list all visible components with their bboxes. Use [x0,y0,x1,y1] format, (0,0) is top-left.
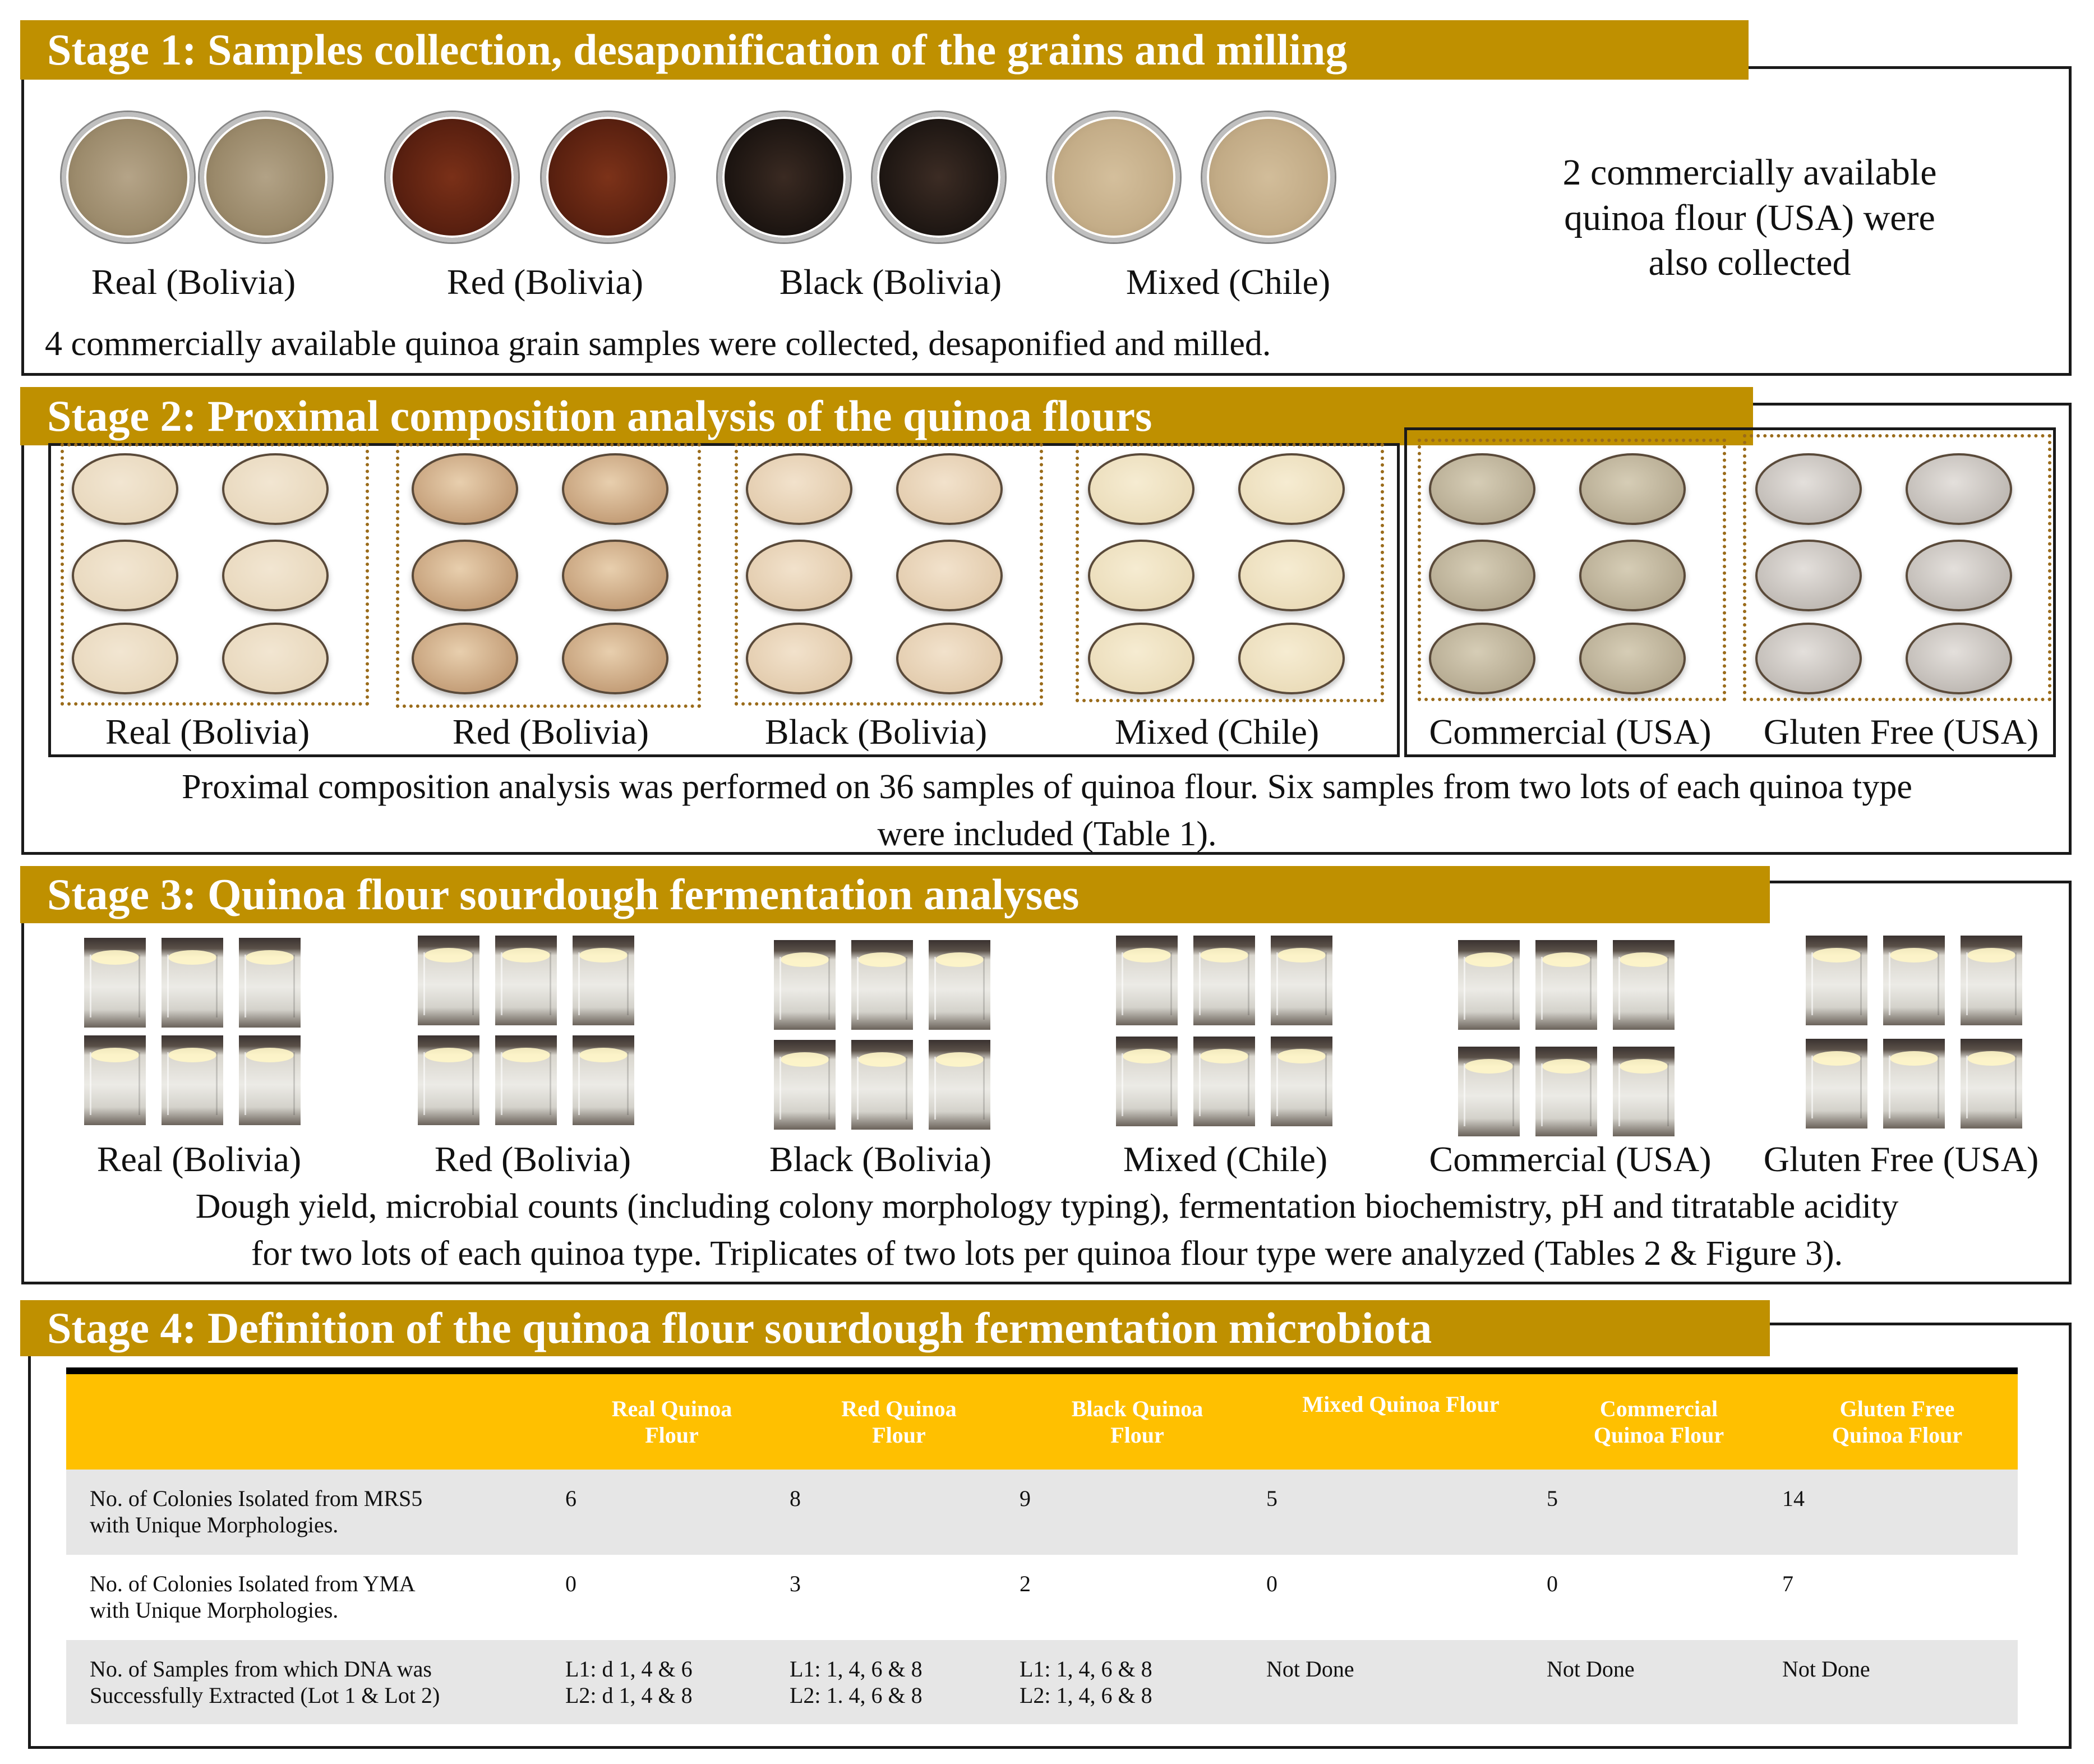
sourdough-jar [418,936,479,1025]
flour-plate [412,540,518,611]
table-cell [1014,1470,1261,1555]
table-cell [1261,1470,1541,1555]
flour-plate [1579,623,1686,694]
header-red-line-1: Red Quinoa [841,1396,957,1421]
stage1-label-red: Red (Bolivia) [446,262,644,302]
flour-plate [1579,540,1686,611]
table-cell [1541,1470,1777,1555]
stage3-label-commercial: Commercial (USA) [1429,1139,1712,1179]
grain-dish-black-1 [718,112,850,242]
flour-plate [72,453,178,525]
header-commercial-line-2: Quinoa Flour [1593,1422,1724,1448]
flour-plate [562,540,668,611]
flour-plate [412,623,518,694]
flour-plate [896,453,1003,525]
table-cell [1777,1555,2018,1640]
table-header-mixed [1261,1374,1541,1470]
stage3-label-mixed: Mixed (Chile) [1123,1139,1328,1179]
header-real-line-2: Flour [645,1422,699,1448]
side-note-line-2: quinoa flour (USA) were [1564,197,1935,238]
flour-plate [72,623,178,694]
cell-value: 6 [565,1486,576,1511]
sourdough-jar [1458,940,1520,1030]
table-header-red [784,1374,1014,1470]
header-commercial-line-1: Commercial [1599,1396,1718,1421]
cell-value: Not Done [1782,1656,1870,1682]
sourdough-jar [1458,1047,1520,1136]
side-note-line-1: 2 commercially available [1562,152,1937,193]
cell-value: 5 [1547,1486,1558,1511]
table-row [66,1470,2018,1555]
table-row-label [66,1555,560,1640]
sourdough-jar [239,938,301,1028]
flour-plate [1429,623,1535,694]
header-red-line-2: Flour [872,1422,926,1448]
grain-dish-mixed-2 [1202,112,1335,242]
sourdough-jar [418,1035,479,1125]
sourdough-jar [495,936,557,1025]
table-header-blank [66,1374,560,1470]
table-header-commercial [1541,1374,1777,1470]
sourdough-jar [84,1035,146,1125]
sourdough-jar [239,1035,301,1125]
cell-value: 0 [565,1571,576,1596]
cell-value: 0 [1266,1571,1277,1596]
flour-plate [1755,453,1862,525]
flour-plate [1755,540,1862,611]
cell-value: Not Done [1547,1656,1635,1682]
sourdough-jar [1535,940,1597,1030]
flour-plate [1755,623,1862,694]
sourdough-jar [1116,1037,1178,1126]
stage3-label-real: Real (Bolivia) [96,1139,302,1179]
header-black-line-1: Black Quinoa [1071,1396,1203,1421]
table-cell [784,1640,1014,1724]
flour-plate [746,623,852,694]
cell-value: L1: d 1, 4 & 6 [565,1656,693,1682]
cell-value: L1: 1, 4, 6 & 8 [1020,1656,1152,1682]
cell-value: L2: d 1, 4 & 8 [565,1683,693,1708]
stage3-caption-line-2: for two lots of each quinoa type. Triplicates of two lots per quinoa flour type were analyzed (Tables 2 & Figure 3). [251,1234,1843,1273]
flour-plate [896,623,1003,694]
flour-plate [222,540,329,611]
flour-plate [1238,540,1345,611]
row2-label-line-2: with Unique Morphologies. [90,1597,339,1623]
sourdough-jar [1271,936,1332,1025]
sourdough-jar [1883,936,1945,1025]
stage2-caption-line-2: were included (Table 1). [877,814,1217,853]
stage2-title: Stage 2: Proximal composition analysis of the quinoa flours [20,387,1753,445]
flour-plate [1238,453,1345,525]
sourdough-jar [1193,1037,1255,1126]
grain-dish-black-2 [873,112,1005,242]
table-cell [1014,1555,1261,1640]
table-cell [1777,1640,2018,1724]
sourdough-jar [1806,1039,1867,1129]
row1-label-line-1: No. of Colonies Isolated from MRS5 [90,1486,423,1511]
sourdough-jar [1806,936,1867,1025]
table-row-label [66,1640,560,1724]
cell-value: 0 [1547,1571,1558,1596]
flour-plate [1579,453,1686,525]
stage3-caption [28,1183,2066,1277]
stage1-side-note [1480,150,2019,286]
header-real-line-1: Real Quinoa [611,1396,732,1421]
microbiota-table [66,1374,2018,1724]
sourdough-jar [929,940,990,1030]
stage2-label-black: Black (Bolivia) [764,712,988,752]
stage1-caption: 4 commercially available quinoa grain samples were collected, desaponified and milled. [45,325,1271,363]
stage3-label-glutenfree: Gluten Free (USA) [1763,1139,2039,1179]
table-row [66,1555,2018,1640]
table-cell [560,1470,784,1555]
stage3-caption-line-1: Dough yield, microbial counts (including colony morphology typing), fermentation biochemistry, pH and titratable acidity [195,1187,1899,1226]
cell-value: Not Done [1266,1656,1354,1682]
sourdough-jar [774,1040,836,1130]
flour-plate [412,453,518,525]
stage1-label-black: Black (Bolivia) [779,262,1002,302]
row3-label-line-2: Successfully Extracted (Lot 1 & Lot 2) [90,1683,440,1708]
table-cell [1541,1640,1777,1724]
flour-plate [1906,453,2012,525]
flour-plate [1088,540,1194,611]
flour-plate [1088,623,1194,694]
sourdough-jar [1116,936,1178,1025]
grain-dish-mixed-1 [1048,112,1180,242]
flour-plate [746,540,852,611]
header-glutenfree-line-2: Quinoa Flour [1832,1422,1963,1448]
sourdough-jar [929,1040,990,1130]
sourdough-jar [1883,1039,1945,1129]
table-cell [560,1555,784,1640]
table-header-glutenfree [1777,1374,2018,1470]
cell-value: L2: 1. 4, 6 & 8 [790,1683,923,1708]
side-note-line-3: also collected [1648,242,1851,284]
grain-dish-real-2 [200,112,332,242]
cell-value: L2: 1, 4, 6 & 8 [1020,1683,1152,1708]
sourdough-jar [1271,1037,1332,1126]
row2-label-line-1: No. of Colonies Isolated from YMA [90,1571,416,1596]
table-cell [784,1470,1014,1555]
table-header-black [1014,1374,1261,1470]
table-top-rule [66,1367,2018,1374]
flour-plate [72,540,178,611]
stage4-title: Stage 4: Definition of the quinoa flour sourdough fermentation microbiota [20,1300,1770,1356]
grain-dish-red-2 [542,112,674,242]
stage1-title: Stage 1: Samples collection, desaponification of the grains and milling [20,20,1749,80]
stage3-label-red: Red (Bolivia) [434,1139,631,1179]
cell-value: 8 [790,1486,801,1511]
flour-plate [746,453,852,525]
stage1-label-mixed: Mixed (Chile) [1126,262,1331,302]
stage2-caption [28,764,2066,858]
cell-value: 14 [1782,1486,1805,1511]
sourdough-jar [1535,1047,1597,1136]
cell-value: L1: 1, 4, 6 & 8 [790,1656,923,1682]
table-header-row [66,1374,2018,1470]
flour-plate [222,453,329,525]
sourdough-jar [162,1035,223,1125]
table-cell [1777,1470,2018,1555]
flour-plate [562,623,668,694]
flour-plate [1238,623,1345,694]
sourdough-jar [495,1035,557,1125]
grain-dish-red-1 [386,112,518,242]
table-cell [1261,1640,1541,1724]
stage2-label-mixed: Mixed (Chile) [1114,712,1320,752]
header-mixed-line-1: Mixed Quinoa Flour [1302,1392,1500,1417]
flour-plate [1429,453,1535,525]
row1-label-line-2: with Unique Morphologies. [90,1512,339,1537]
stage3-title: Stage 3: Quinoa flour sourdough fermentation analyses [20,866,1770,923]
sourdough-jar [851,1040,913,1130]
sourdough-jar [573,1035,634,1125]
sourdough-jar [1961,1039,2022,1129]
flour-plate [1088,453,1194,525]
sourdough-jar [1613,940,1675,1030]
flour-plate [1429,540,1535,611]
sourdough-jar [851,940,913,1030]
stage2-label-commercial: Commercial (USA) [1429,712,1712,752]
table-cell [1261,1555,1541,1640]
table-row [66,1640,2018,1724]
table-header-real [560,1374,784,1470]
row3-label-line-1: No. of Samples from which DNA was [90,1656,432,1682]
stage3-label-black: Black (Bolivia) [769,1139,992,1179]
stage2-label-red: Red (Bolivia) [452,712,649,752]
sourdough-jar [162,938,223,1028]
table-cell [1014,1640,1261,1724]
sourdough-jar [84,938,146,1028]
cell-value: 9 [1020,1486,1031,1511]
flour-plate [1906,623,2012,694]
stage2-label-glutenfree: Gluten Free (USA) [1763,712,2039,752]
table-cell [784,1555,1014,1640]
sourdough-jar [573,936,634,1025]
sourdough-jar [1193,936,1255,1025]
flour-plate [562,453,668,525]
flour-plate [896,540,1003,611]
header-glutenfree-line-1: Gluten Free [1839,1396,1955,1421]
stage2-label-real: Real (Bolivia) [105,712,310,752]
cell-value: 3 [790,1571,801,1596]
cell-value: 2 [1020,1571,1031,1596]
table-cell [560,1640,784,1724]
stage2-caption-line-1: Proximal composition analysis was performed on 36 samples of quinoa flour. Six samples from two lots of each quinoa type [182,768,1912,806]
cell-value: 7 [1782,1571,1793,1596]
sourdough-jar [1613,1047,1675,1136]
flour-plate [222,623,329,694]
grain-dish-real-1 [62,112,194,242]
cell-value: 5 [1266,1486,1277,1511]
flour-plate [1906,540,2012,611]
table-row-label [66,1470,560,1555]
sourdough-jar [774,940,836,1030]
stage1-label-real: Real (Bolivia) [91,262,296,302]
sourdough-jar [1961,936,2022,1025]
table-cell [1541,1555,1777,1640]
header-black-line-2: Flour [1110,1422,1164,1448]
